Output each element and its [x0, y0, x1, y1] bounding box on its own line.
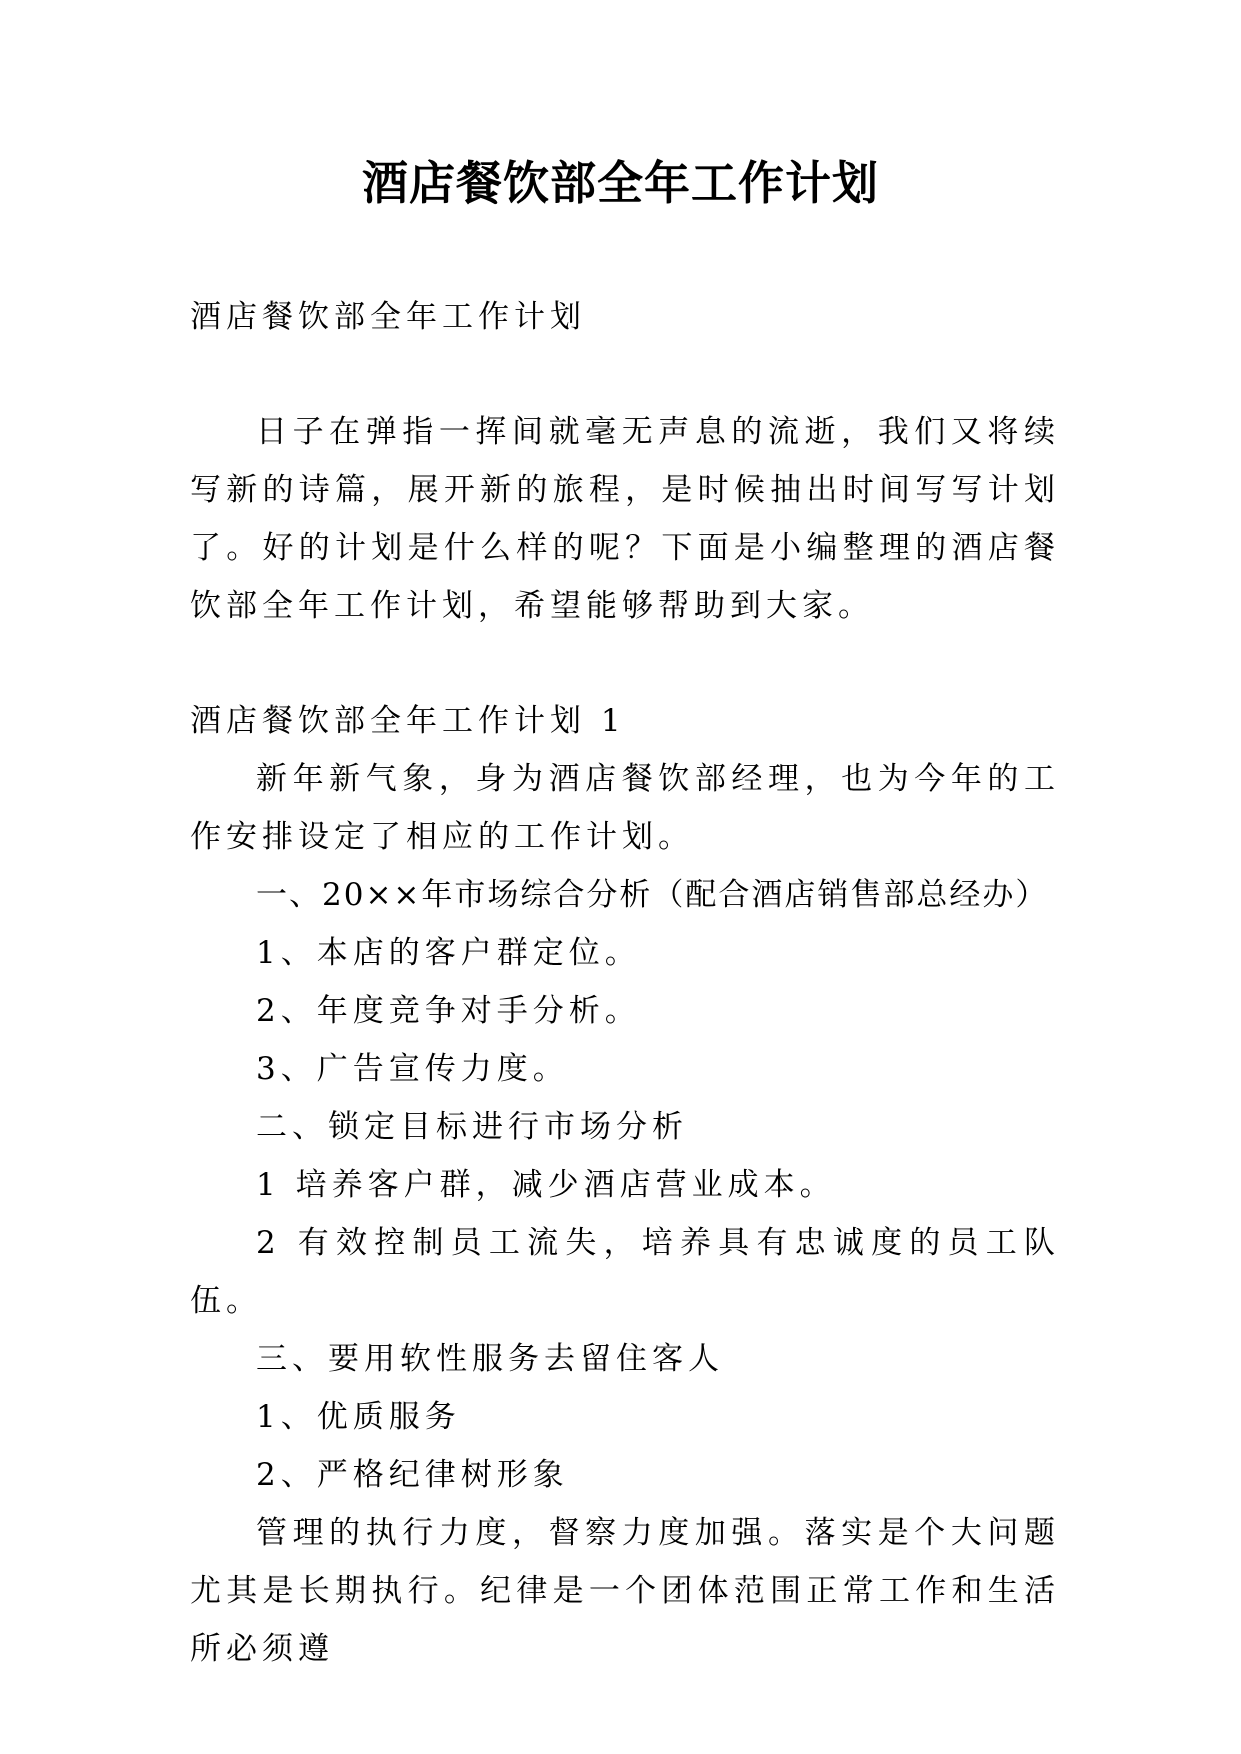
section-heading: 酒店餐饮部全年工作计划 1 [190, 703, 626, 739]
paragraph: 2、年度竞争对手分析。 [256, 993, 641, 1029]
paragraph: 1、优质服务 [256, 1399, 461, 1435]
paragraph: 2、严格纪律树形象 [256, 1457, 569, 1493]
section-1 [190, 692, 1060, 1678]
paragraph: 三、要用软性服务去留住客人 [256, 1341, 724, 1377]
paragraph: 管理的执行力度，督察力度加强。落实是个大问题尤其是长期执行。纪律是一个团体范围正常工作和生活所必须遵 [190, 1515, 1060, 1667]
document-subtitle: 酒店餐饮部全年工作计划 [190, 299, 586, 335]
intro-text: 日子在弹指一挥间就毫无声息的流逝，我们又将续写新的诗篇，展开新的旅程，是时候抽出时间写写计划了。好的计划是什么样的呢？下面是小编整理的酒店餐饮部全年工作计划，希望能够帮助到大家。 [190, 414, 1060, 624]
paragraph: 新年新气象，身为酒店餐饮部经理，也为今年的工作安排设定了相应的工作计划。 [190, 761, 1060, 855]
paragraph: 一、20××年市场综合分析（配合酒店销售部总经办） [256, 877, 1049, 913]
intro-paragraph [190, 403, 1060, 635]
paragraph: 3、广告宣传力度。 [256, 1051, 569, 1087]
paragraph: 1 培养客户群，减少酒店营业成本。 [256, 1167, 836, 1203]
paragraph: 2 有效控制员工流失，培养具有忠诚度的员工队伍。 [190, 1225, 1060, 1319]
paragraph: 二、锁定目标进行市场分析 [256, 1109, 688, 1145]
document-title: 酒店餐饮部全年工作计划 [362, 156, 879, 210]
paragraph: 1、本店的客户群定位。 [256, 935, 641, 971]
